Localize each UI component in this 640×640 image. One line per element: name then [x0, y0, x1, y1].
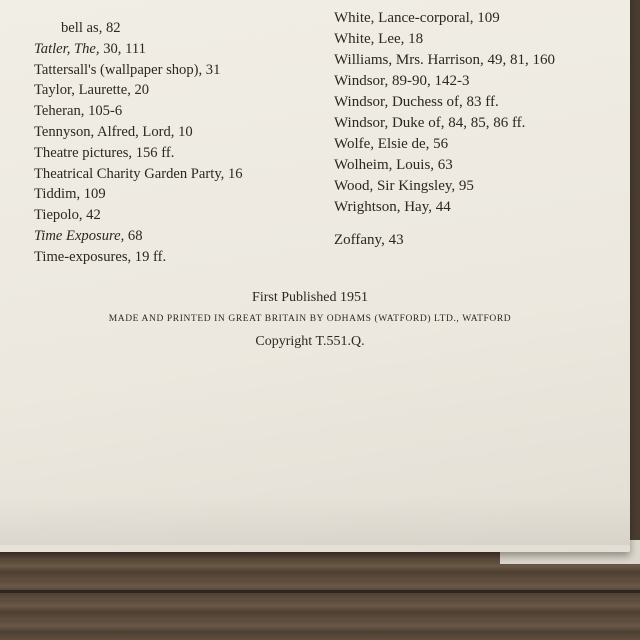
- entry-text: Tattersall's (wallpaper shop), 31: [34, 61, 221, 78]
- index-entry: [34, 39, 243, 60]
- entry-text: Theatrical Charity Garden Party, 16: [34, 165, 243, 182]
- index-column-left: [34, 18, 243, 268]
- index-entry: [34, 205, 243, 226]
- index-entry: Windsor, Duke of, 84, 85, 86 ff.: [334, 115, 526, 131]
- entry-text: Teheran, 105-6: [34, 103, 123, 120]
- entry-pages: 68: [124, 227, 143, 244]
- first-published-line: First Published 1951: [252, 290, 368, 305]
- index-entry: [34, 101, 243, 122]
- index-entry: [34, 122, 243, 143]
- entry-pages: 30, 111: [99, 40, 146, 57]
- index-entry: White, Lee, 18: [334, 31, 424, 47]
- index-entry: Wrightson, Hay, 44: [334, 199, 451, 215]
- entry-title-italic: Tatler, The,: [34, 40, 100, 57]
- entry-text: Theatre pictures, 156 ff.: [34, 144, 175, 161]
- index-entry: [34, 18, 243, 39]
- entry-text: Tennyson, Alfred, Lord, 10: [34, 123, 193, 140]
- entry-text: Tiddim, 109: [34, 186, 106, 203]
- entry-text: Taylor, Laurette, 20: [34, 82, 150, 99]
- index-entry: [34, 143, 243, 164]
- index-entry: [34, 247, 243, 268]
- index-entry: [34, 184, 243, 205]
- table-board-gap: [0, 590, 640, 593]
- entry-text: Time-exposures, 19 ff.: [34, 248, 167, 265]
- index-entry: [34, 164, 243, 185]
- printer-line: MADE AND PRINTED IN GREAT BRITAIN BY ODHAMS (WATFORD) LTD., WATFORD: [108, 314, 512, 324]
- copyright-line: Copyright T.551.Q.: [255, 334, 365, 349]
- index-entry: Wolfe, Elsie de, 56: [334, 136, 449, 152]
- index-entry: [34, 80, 243, 101]
- index-entry: Windsor, 89-90, 142-3: [334, 73, 470, 89]
- entry-text: bell as, 82: [61, 20, 121, 36]
- entry-text: Tiepolo, 42: [34, 207, 101, 224]
- index-entry: Williams, Mrs. Harrison, 49, 81, 160: [334, 52, 556, 68]
- entry-title-italic: Time Exposure,: [34, 227, 125, 244]
- index-entry: Windsor, Duchess of, 83 ff.: [334, 94, 499, 110]
- index-column-right: [334, 8, 555, 251]
- index-entry: [34, 226, 243, 247]
- index-entry: [34, 60, 243, 81]
- index-entry: Zoffany, 43: [334, 232, 404, 248]
- index-entry: Wolheim, Louis, 63: [334, 157, 453, 173]
- page-curl-shadow: [0, 495, 630, 545]
- index-entry: White, Lance-corporal, 109: [334, 10, 500, 26]
- index-entry: Wood, Sir Kingsley, 95: [334, 178, 474, 194]
